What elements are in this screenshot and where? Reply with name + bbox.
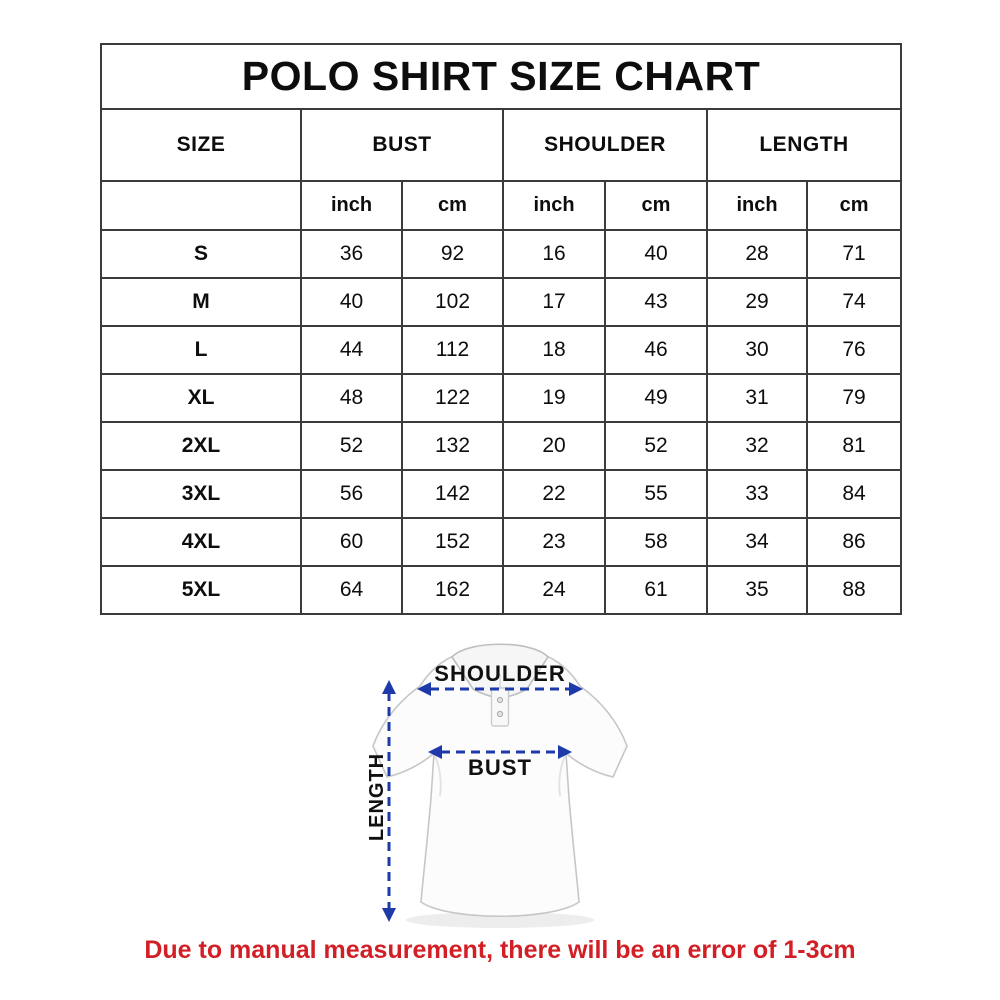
value-cell: 35 [707,566,807,614]
value-cell: 76 [807,326,901,374]
size-cell: 5XL [101,566,301,614]
value-cell: 31 [707,374,807,422]
table-row-m [101,278,901,326]
value-cell: 102 [402,278,503,326]
value-cell: 71 [807,230,901,278]
value-cell: 34 [707,518,807,566]
placket-button [497,711,502,716]
value-cell: 18 [503,326,605,374]
value-cell: 48 [301,374,402,422]
table-row-xl [101,374,901,422]
unit-header-row [101,181,901,230]
value-cell: 46 [605,326,707,374]
unit-header: cm [605,181,707,230]
page-title: POLO SHIRT SIZE CHART [101,44,901,109]
bust-measure-label: BUST [468,755,532,780]
value-cell: 52 [301,422,402,470]
value-cell: 40 [301,278,402,326]
placket [492,688,509,726]
table-row-3xl [101,470,901,518]
value-cell: 88 [807,566,901,614]
size-cell: L [101,326,301,374]
value-cell: 29 [707,278,807,326]
value-cell: 24 [503,566,605,614]
value-cell: 30 [707,326,807,374]
value-cell: 86 [807,518,901,566]
length-measure-label: LENGTH [366,752,388,842]
value-cell: 132 [402,422,503,470]
unit-header: cm [807,181,901,230]
value-cell: 22 [503,470,605,518]
value-cell: 152 [402,518,503,566]
column-header-size: SIZE [101,109,301,181]
value-cell: 43 [605,278,707,326]
value-cell: 32 [707,422,807,470]
size-cell: M [101,278,301,326]
title-row [101,44,901,109]
value-cell: 16 [503,230,605,278]
value-cell: 79 [807,374,901,422]
column-header-bust: BUST [301,109,503,181]
value-cell: 23 [503,518,605,566]
unit-header: inch [707,181,807,230]
measurement-error-note: Due to manual measurement, there will be an error of 1-3cm [144,936,856,964]
shoulder-measure-label: SHOULDER [434,661,566,686]
value-cell: 55 [605,470,707,518]
column-header-length: LENGTH [707,109,901,181]
size-cell: 3XL [101,470,301,518]
value-cell: 56 [301,470,402,518]
value-cell: 44 [301,326,402,374]
value-cell: 81 [807,422,901,470]
size-chart-table [100,43,902,615]
value-cell: 20 [503,422,605,470]
size-cell: 4XL [101,518,301,566]
value-cell: 162 [402,566,503,614]
table-row-l [101,326,901,374]
value-cell: 52 [605,422,707,470]
value-cell: 28 [707,230,807,278]
value-cell: 61 [605,566,707,614]
value-cell: 33 [707,470,807,518]
value-cell: 84 [807,470,901,518]
group-header-row [101,109,901,181]
table-row-5xl [101,566,901,614]
unit-header: cm [402,181,503,230]
table-row-4xl [101,518,901,566]
value-cell: 40 [605,230,707,278]
value-cell: 60 [301,518,402,566]
value-cell: 112 [402,326,503,374]
size-cell: 2XL [101,422,301,470]
value-cell: 36 [301,230,402,278]
blank-cell [101,181,301,230]
value-cell: 19 [503,374,605,422]
value-cell: 17 [503,278,605,326]
placket-button [497,697,502,702]
value-cell: 64 [301,566,402,614]
value-cell: 122 [402,374,503,422]
table-row-s [101,230,901,278]
table-row-2xl [101,422,901,470]
value-cell: 142 [402,470,503,518]
column-header-shoulder: SHOULDER [503,109,707,181]
size-cell: XL [101,374,301,422]
value-cell: 74 [807,278,901,326]
size-cell: S [101,230,301,278]
unit-header: inch [301,181,402,230]
unit-header: inch [503,181,605,230]
value-cell: 49 [605,374,707,422]
value-cell: 92 [402,230,503,278]
value-cell: 58 [605,518,707,566]
